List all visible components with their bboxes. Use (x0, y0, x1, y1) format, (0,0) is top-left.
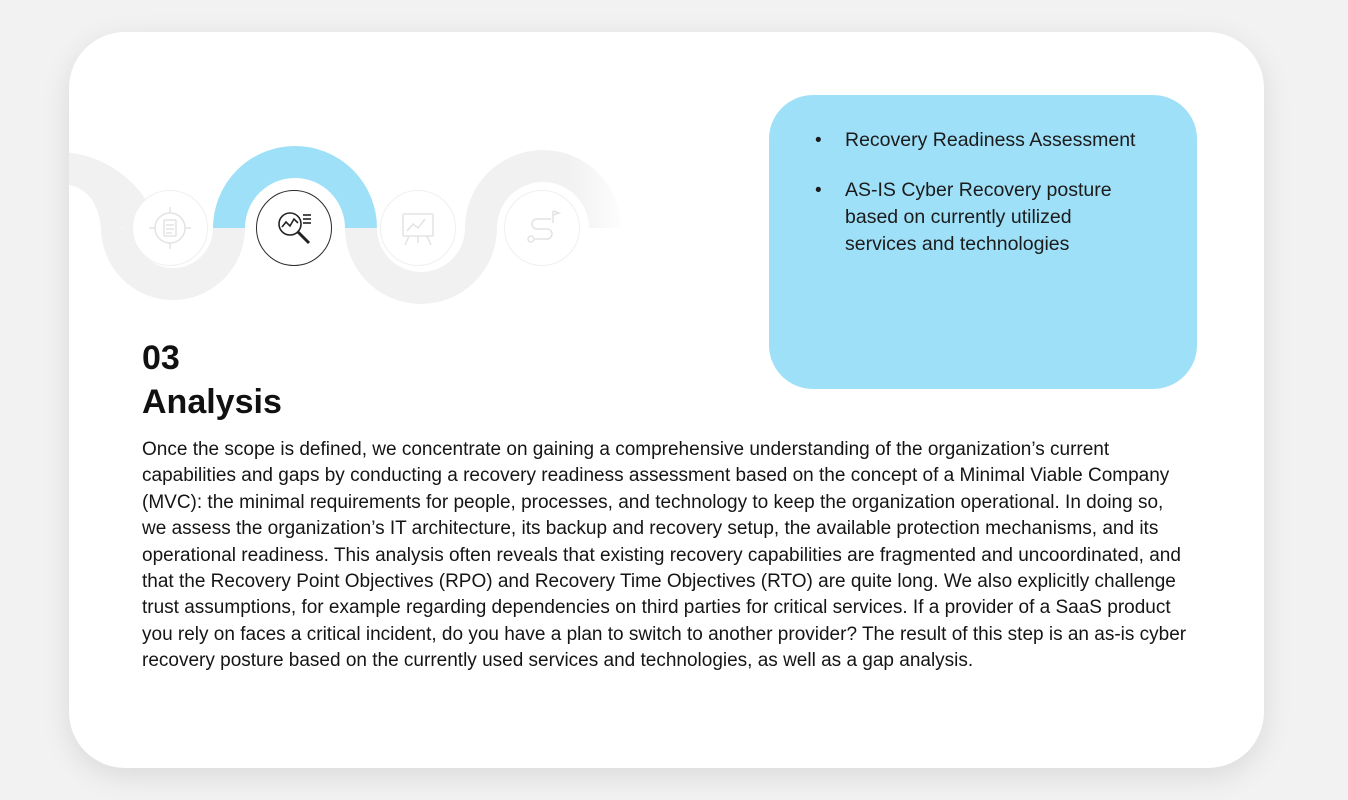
step-description: Once the scope is defined, we concentrate on gaining a comprehensive understanding of the organization’s current capabilities and gaps by conducting a recovery readiness assessment based on the concept of a Minimal Viable Company (MVC): the minimal requirements for people, processes, and technology to keep the organization operational. In doing so, we assess the organization’s IT architecture, its backup and recovery setup, the available protection mechanisms, and its operational readiness. This analysis often reveals that existing recovery capabilities are fragmented and uncoordinated, and that the Recovery Point Objectives (RPO) and Recovery Time Objectives (RTO) are quite long. We also explicitly challenge trust assumptions, for example regarding dependencies on third parties for critical services. If a provider of a SaaS product you rely on faces a critical incident, do you have a plan to switch to another provider? The result of this step is an as-is cyber recovery posture based on the currently used services and technologies, as well as a gap analysis. (142, 439, 1187, 672)
deliverable-item: • AS-IS Cyber Recovery posture based on currently utilized services and technologies (815, 177, 1145, 258)
step-title: Analysis (142, 383, 282, 421)
magnifier-chart-icon (271, 205, 317, 251)
content-card (69, 32, 1264, 768)
route-path-icon (519, 205, 565, 251)
step-scope-icon-circle (132, 190, 208, 266)
deliverables-list (815, 127, 1157, 258)
step-number: 03 (142, 339, 180, 377)
deliverables-callout (769, 95, 1197, 389)
deliverable-item: • Recovery Readiness Assessment (815, 127, 1145, 154)
target-document-icon (147, 205, 193, 251)
presentation-board-icon (395, 205, 441, 251)
step-roadmap-icon-circle (504, 190, 580, 266)
step-design-icon-circle (380, 190, 456, 266)
step-analysis-icon-circle (256, 190, 332, 266)
